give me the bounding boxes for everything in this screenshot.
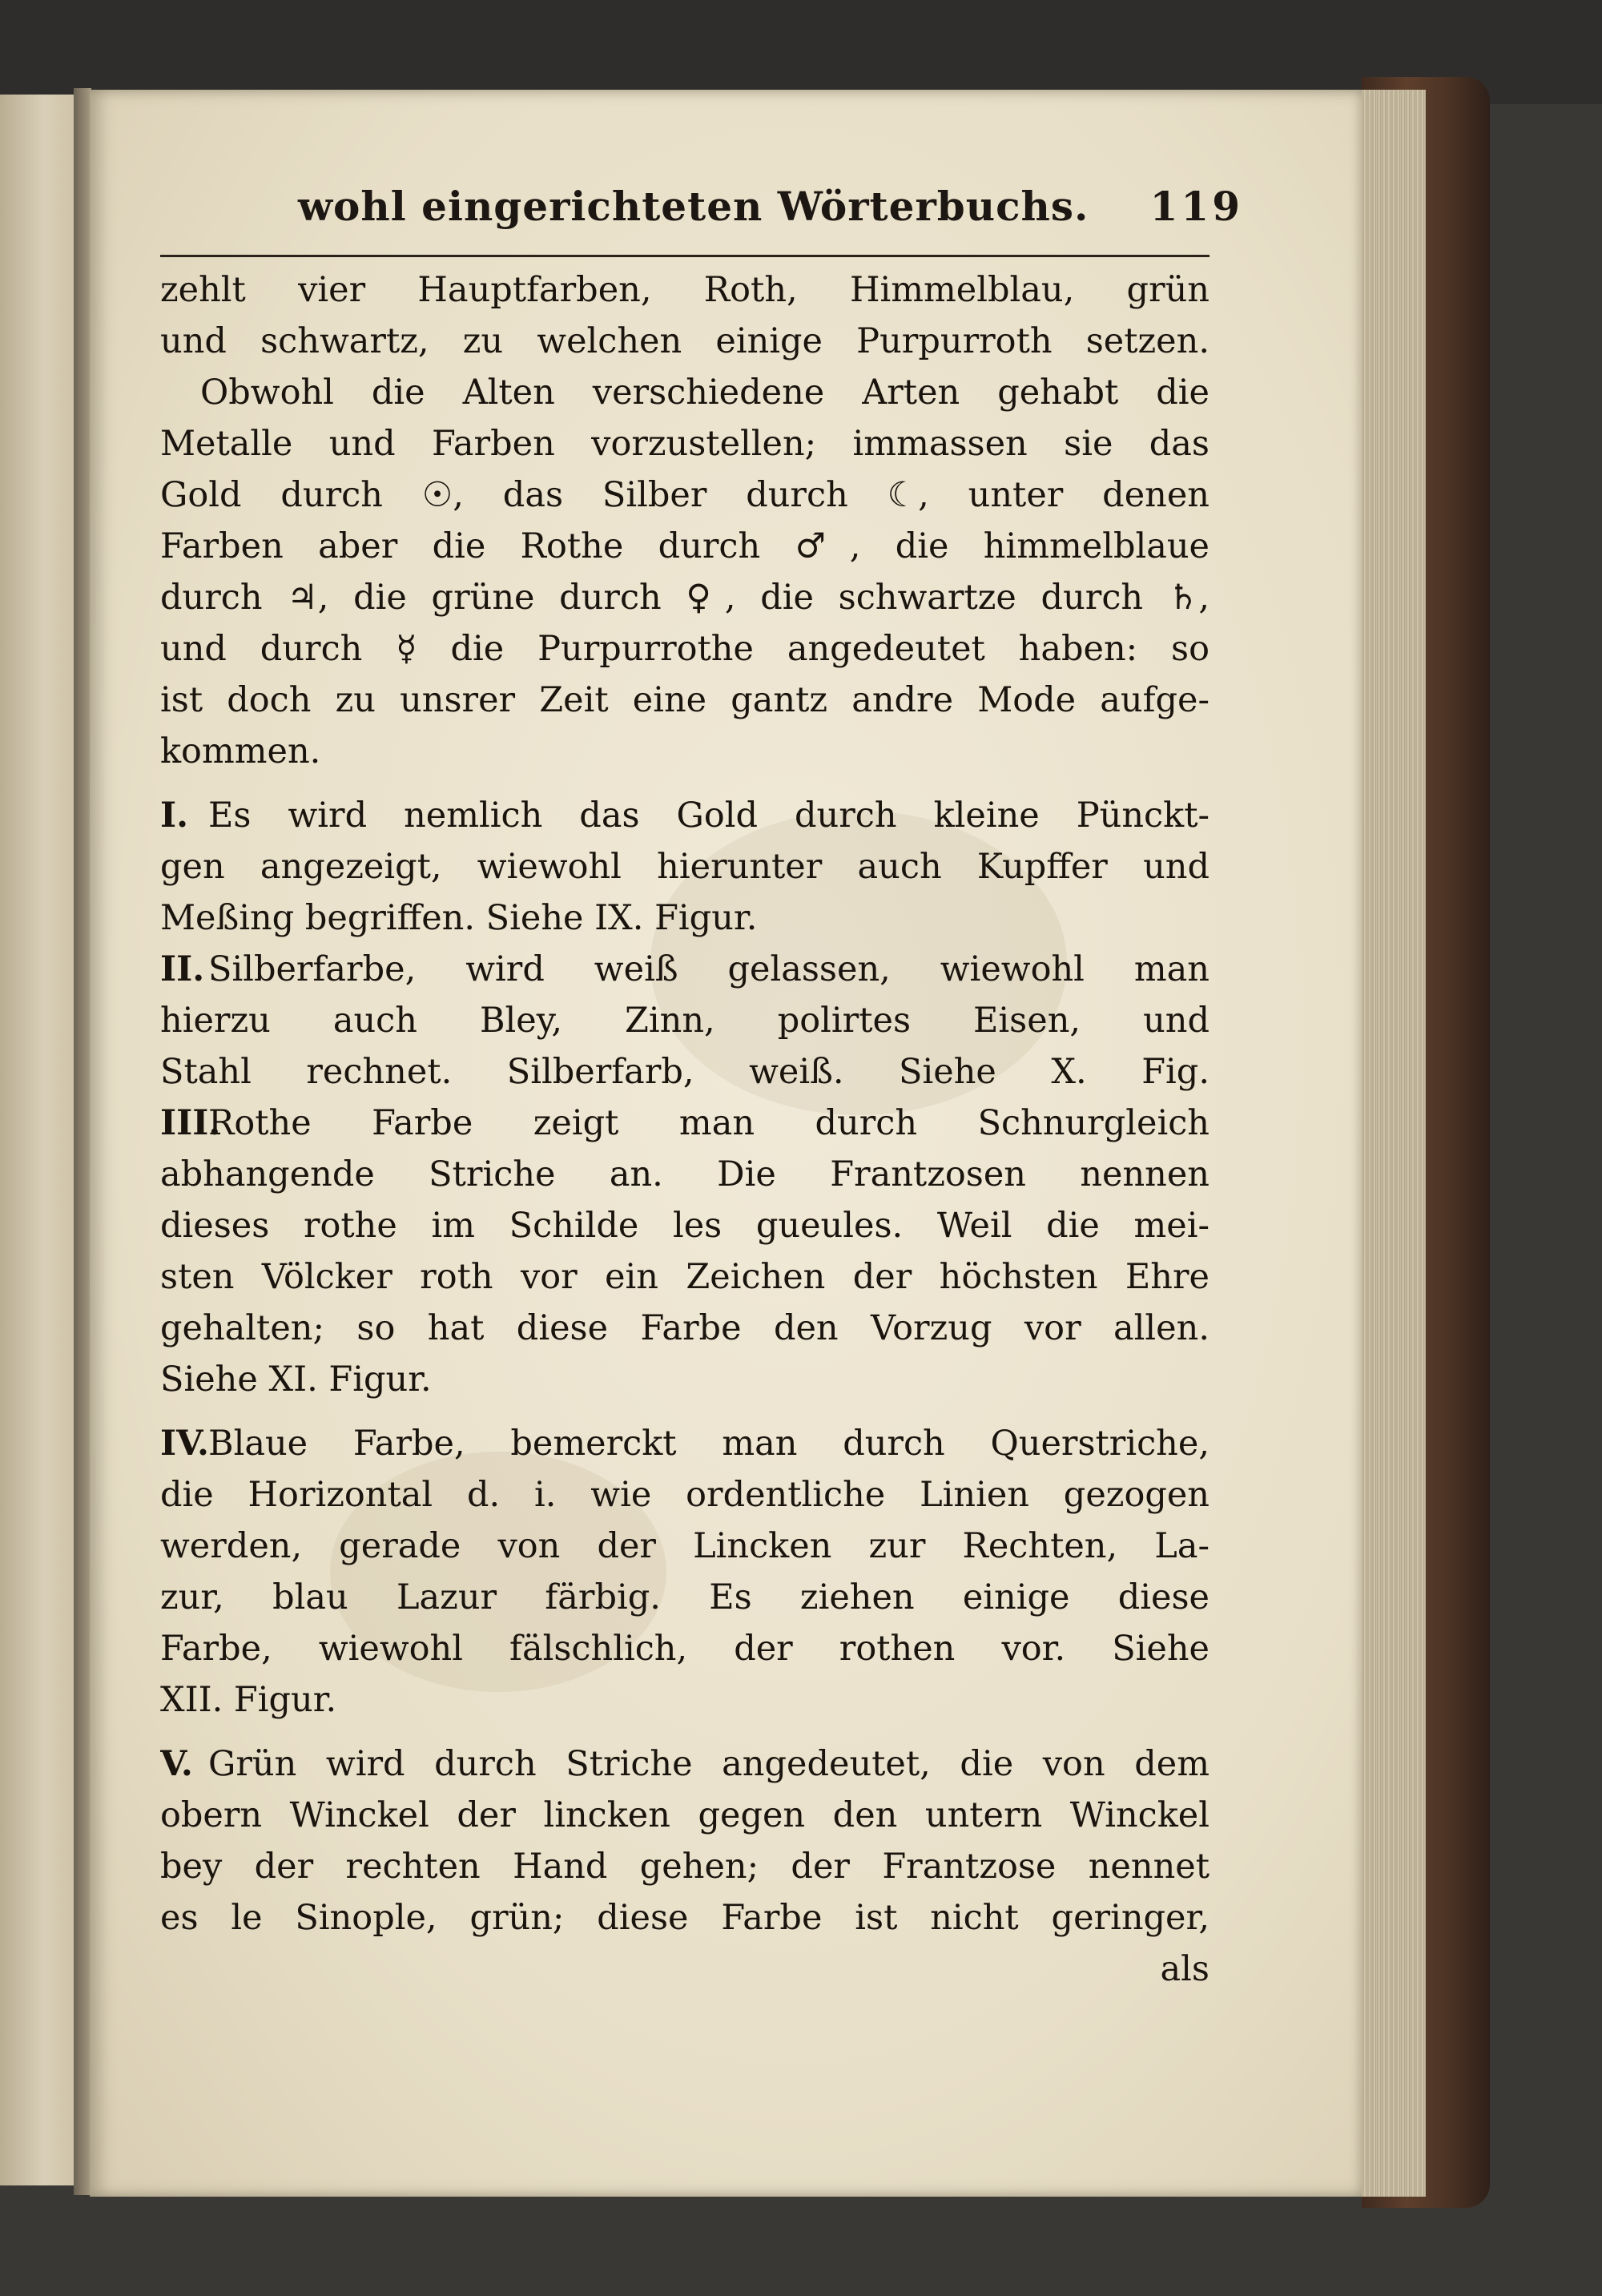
text-line: bey der rechten Hand gehen; der Frantzose nennet bbox=[160, 1847, 1210, 1887]
running-head: wohl eingerichteten Wörterbuchs. bbox=[298, 183, 1089, 230]
text-line: sten Völcker roth vor ein Zeichen der höchsten Ehre bbox=[160, 1257, 1210, 1297]
text-line: Rothe Farbe zeigt man durch Schnurgleich bbox=[208, 1103, 1210, 1143]
text-line: XII. Figur. bbox=[160, 1680, 337, 1720]
item-first-line bbox=[160, 790, 1210, 841]
text-line: Farbe, wiewohl fälschlich, der rothen vor. Siehe bbox=[160, 1629, 1210, 1669]
text-line: zur, blau Lazur färbig. Es ziehen einige diese bbox=[160, 1577, 1210, 1617]
item-numeral: IV. bbox=[160, 1424, 209, 1464]
text-line: durch ♃, die grüne durch ♀, die schwartze durch ♄, bbox=[160, 578, 1210, 618]
item-first-line bbox=[160, 1098, 1210, 1149]
text-line: es le Sinople, grün; diese Farbe ist nicht geringer, bbox=[160, 1898, 1210, 1938]
text-line: abhangende Striche an. Die Frantzosen nennen bbox=[160, 1154, 1210, 1194]
text-line: zehlt vier Hauptfarben, Roth, Himmelblau, grün bbox=[160, 270, 1210, 310]
item-numeral: II. bbox=[160, 949, 205, 989]
text-line: und schwartz, zu welchen einige Purpurroth setzen. bbox=[160, 321, 1210, 361]
item-section bbox=[160, 1738, 1210, 1944]
item-first-line bbox=[160, 1418, 1210, 1469]
header-rule bbox=[160, 255, 1210, 257]
text-line: dieses rothe im Schilde les gueules. Weil die mei- bbox=[160, 1206, 1210, 1246]
item-first-line bbox=[160, 1738, 1210, 1790]
text-line: hierzu auch Bley, Zinn, polirtes Eisen, und bbox=[160, 1001, 1210, 1041]
item-first-line bbox=[160, 944, 1210, 995]
item-numeral: I. bbox=[160, 796, 189, 836]
item-section bbox=[160, 1418, 1210, 1726]
text-line: Stahl rechnet. Silberfarb, weiß. Siehe X. Fig. bbox=[160, 1052, 1210, 1092]
item-numeral: III. bbox=[160, 1103, 221, 1143]
text-line: Farben aber die Rothe durch ♂, die himmelblaue bbox=[160, 526, 1210, 566]
text-line: gen angezeigt, wiewohl hierunter auch Kupffer und bbox=[160, 847, 1210, 887]
text-line: werden, gerade von der Lincken zur Rechten, La- bbox=[160, 1526, 1210, 1566]
text-line: Metalle und Farben vorzustellen; immassen sie das bbox=[160, 424, 1210, 464]
page-number: 119 bbox=[1149, 183, 1243, 230]
facing-page-edge bbox=[0, 95, 76, 2185]
text-line: gehalten; so hat diese Farbe den Vorzug vor allen. bbox=[160, 1308, 1210, 1348]
item-section bbox=[160, 1098, 1210, 1405]
item-section bbox=[160, 790, 1210, 944]
page-header bbox=[170, 183, 1243, 247]
catchword: als bbox=[1160, 1949, 1210, 1989]
page-block-edges bbox=[1362, 90, 1426, 2197]
text-line: Obwohl die Alten verschiedene Arten gehabt die bbox=[200, 373, 1210, 413]
text-line: Gold durch ☉, das Silber durch ☾, unter denen bbox=[160, 475, 1210, 515]
text-line: ist doch zu unsrer Zeit eine gantz andre Mode aufge- bbox=[160, 680, 1210, 720]
page-body bbox=[160, 264, 1210, 1995]
text-line: Siehe XI. Figur. bbox=[160, 1359, 432, 1400]
text-line: obern Winckel der lincken gegen den untern Winckel bbox=[160, 1795, 1210, 1835]
text-line: Meßing begriffen. Siehe IX. Figur. bbox=[160, 898, 758, 938]
text-line: kommen. bbox=[160, 731, 321, 771]
text-line: Es wird nemlich das Gold durch kleine Pünckt- bbox=[208, 796, 1210, 836]
text-line: Silberfarbe, wird weiß gelassen, wiewohl man bbox=[208, 949, 1210, 989]
book-gutter bbox=[74, 88, 91, 2195]
item-section bbox=[160, 944, 1210, 1098]
text-line: Grün wird durch Striche angedeutet, die von dem bbox=[208, 1744, 1210, 1784]
text-line: Blaue Farbe, bemerckt man durch Querstriche, bbox=[208, 1424, 1210, 1464]
item-numeral: V. bbox=[160, 1744, 193, 1784]
text-line: die Horizontal d. i. wie ordentliche Linien gezogen bbox=[160, 1475, 1210, 1515]
intro-paragraph bbox=[160, 264, 1210, 777]
text-line: und durch ☿ die Purpurrothe angedeutet haben: so bbox=[160, 629, 1210, 669]
